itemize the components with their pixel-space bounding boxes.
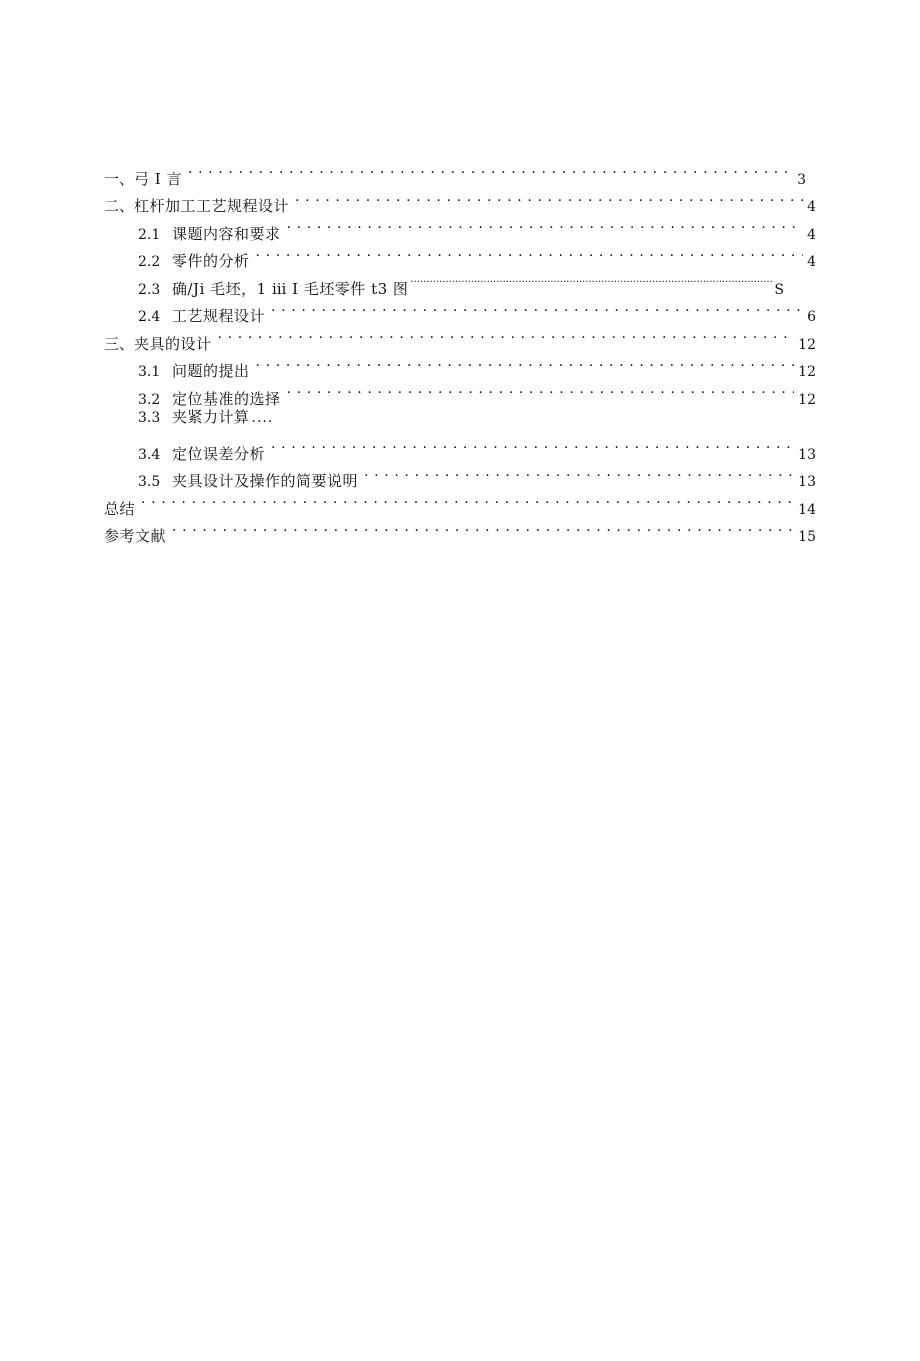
toc-entry-number: 2.3 — [138, 281, 161, 298]
toc-entry-number: 3.1 — [138, 364, 161, 380]
toc-entry-lever-process-design[interactable] — [104, 184, 816, 215]
toc-entry-title: 夹具的设计 — [134, 334, 212, 353]
toc-entry-title: 夹具设计及操作的简要说明 — [172, 472, 359, 490]
toc-dot-leader — [256, 349, 795, 377]
toc-dot-leader — [218, 321, 795, 349]
toc-entry-number: 三、 — [104, 334, 135, 353]
toc-dot-leader — [256, 239, 804, 267]
toc-entry-title: 参考文献 — [104, 527, 167, 545]
toc-entry-number: 3.2 — [138, 391, 161, 408]
toc-entry-title: 杠杆加工工艺规程设计 — [134, 197, 290, 215]
toc-entry-title: 定位误差分析 — [172, 444, 266, 463]
toc-dot-leader — [287, 376, 795, 404]
toc-entry-page: 13 — [798, 446, 816, 463]
toc-entry-title: 总结 — [104, 499, 136, 518]
toc-trailing-dots: .... — [251, 409, 274, 426]
toc-dot-leader — [410, 266, 774, 294]
toc-entry-number: 3.4 — [138, 446, 161, 463]
toc-entry-title: 弓 I 言 — [134, 169, 182, 188]
toc-entry-page: S — [774, 281, 784, 298]
toc-entry-title: 工艺规程设计 — [172, 307, 266, 325]
toc-entry-introduction[interactable] — [104, 156, 816, 188]
toc-entry-3-4[interactable] — [104, 431, 816, 463]
toc-entry-page: 4 — [807, 199, 816, 215]
toc-entry-page: 3 — [797, 171, 806, 188]
toc-dot-leader — [287, 211, 804, 239]
toc-entry-title: 课题内容和要求 — [172, 224, 281, 243]
toc-entry-page: 4 — [807, 254, 816, 270]
toc-entry-title: 夹紧力计算 — [172, 407, 250, 426]
toc-entry-page: 14 — [798, 501, 816, 518]
toc-dot-leader — [295, 184, 803, 212]
toc-entry-page: 15 — [798, 529, 816, 545]
toc-entry-number: 一、 — [104, 169, 135, 188]
toc-entry-number: 2.2 — [138, 254, 161, 270]
toc-entry-page: 12 — [798, 364, 816, 380]
toc-entry-number: 3.5 — [138, 474, 161, 490]
toc-dot-leader — [141, 486, 794, 514]
toc-dot-leader — [188, 156, 793, 184]
toc-entry-references[interactable] — [104, 514, 816, 545]
toc-entry-page: 6 — [807, 309, 816, 325]
toc-entry-number: 2.1 — [138, 226, 161, 243]
toc-entry-3-3[interactable] — [104, 404, 816, 432]
toc-dot-leader — [271, 294, 803, 322]
toc-entry-title: 零件的分析 — [172, 252, 250, 270]
toc-entry-page: 12 — [798, 336, 816, 353]
toc-entry-page: 12 — [798, 391, 816, 408]
toc-entry-number: 2.4 — [138, 309, 161, 325]
toc-entry-number: 二、 — [104, 197, 135, 215]
toc-entry-title: 定位基准的选择 — [172, 389, 281, 408]
toc-entry-title: 确/Ji 毛坯，1 ﻿ⅲ I 毛坯零件 t3 图 — [172, 279, 409, 298]
toc-entry-title: 问题的提出 — [172, 362, 250, 380]
toc-entry-summary[interactable] — [104, 486, 816, 518]
toc-dot-leader — [172, 514, 794, 542]
toc-dot-leader — [364, 459, 794, 487]
table-of-contents — [104, 156, 816, 545]
toc-dot-leader — [271, 431, 794, 459]
toc-entry-page: 13 — [798, 474, 816, 490]
toc-entry-page: 4 — [807, 226, 816, 243]
toc-entry-number: 3.3 — [138, 409, 161, 426]
